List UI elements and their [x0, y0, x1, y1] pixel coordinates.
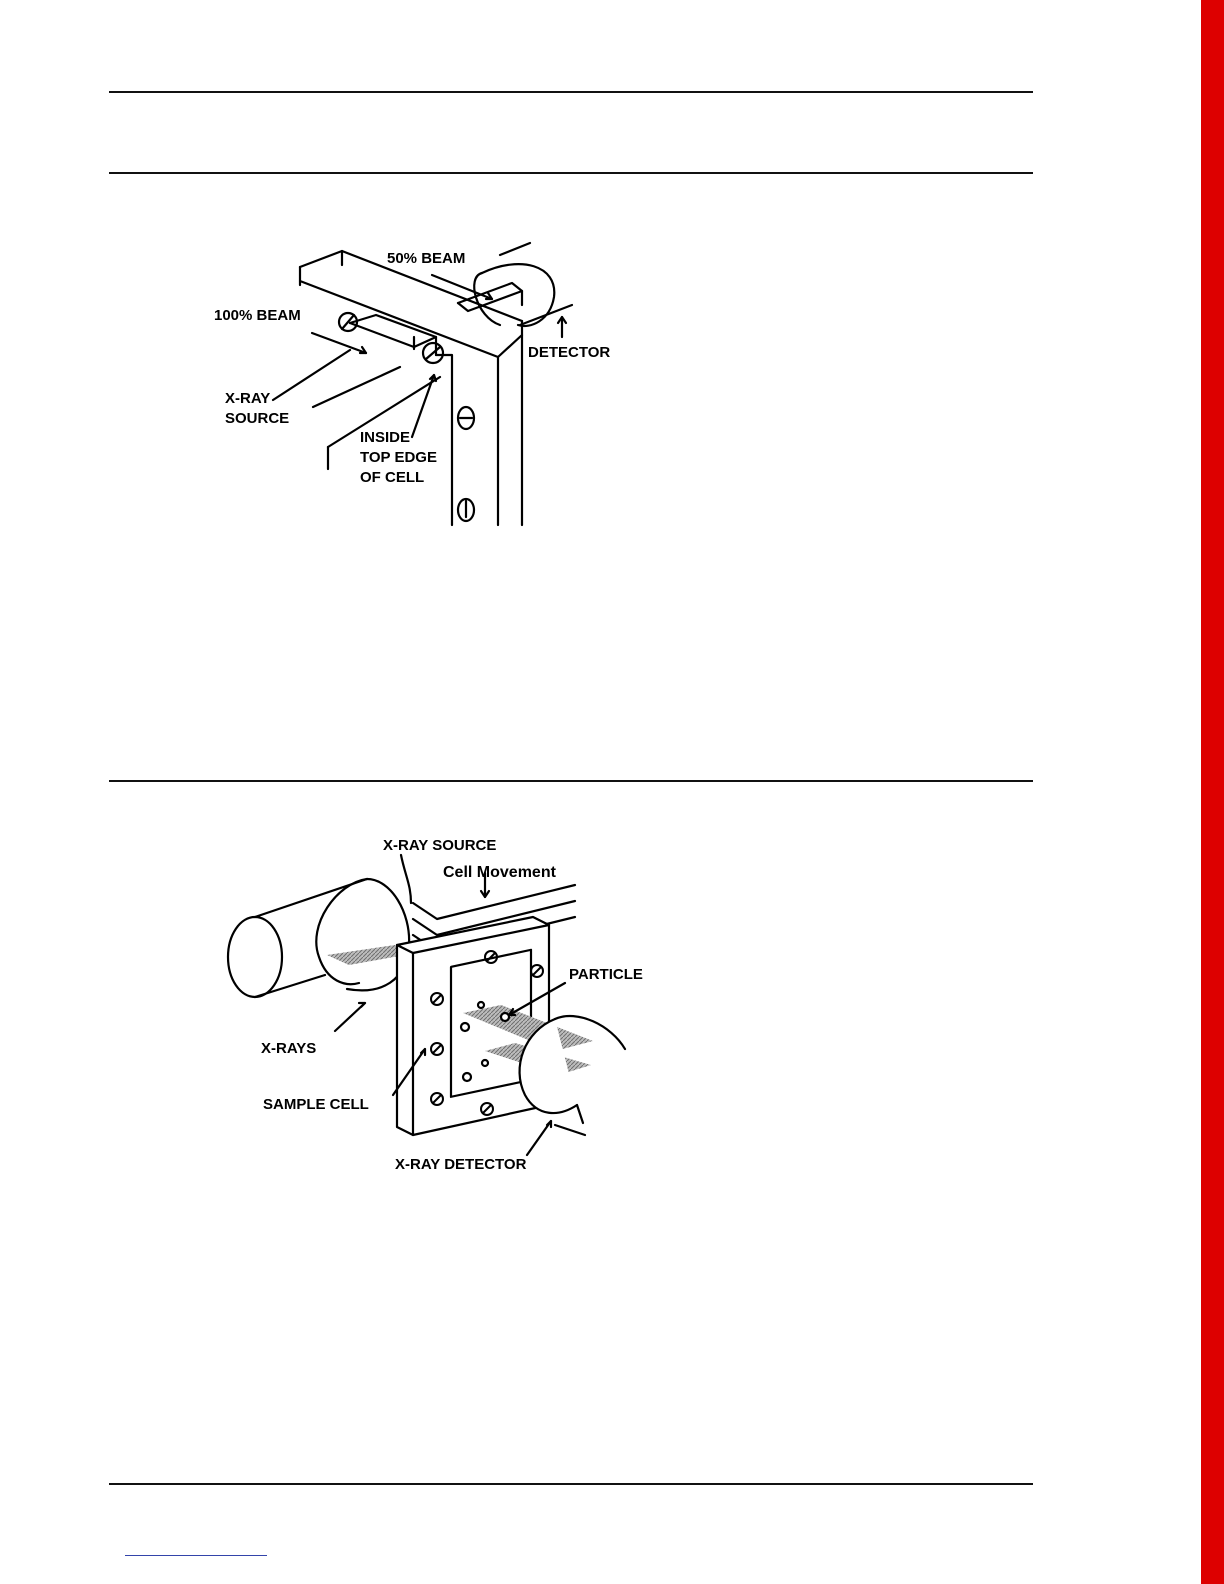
label-xray-source-2: SOURCE — [225, 410, 290, 427]
footer-link-underline[interactable] — [125, 1555, 267, 1556]
label-xray-source: X-RAY SOURCE — [383, 837, 497, 854]
label-inside-3: OF CELL — [360, 469, 425, 486]
label-inside-2: TOP EDGE — [360, 449, 437, 466]
label-xrays: X-RAYS — [261, 1040, 317, 1057]
label-detector: DETECTOR — [528, 344, 611, 361]
page-edge-marker — [1201, 0, 1224, 1584]
beam-alignment-diagram — [200, 225, 630, 525]
label-inside-1: INSIDE — [360, 429, 411, 446]
label-xray-detector: X-RAY DETECTOR — [395, 1156, 527, 1173]
label-50-beam: 50% BEAM — [387, 250, 466, 267]
header-rule-bottom — [109, 172, 1033, 174]
label-100-beam: 100% BEAM — [214, 307, 301, 324]
figure-beam-alignment — [200, 225, 630, 525]
label-cell-movement: Cell Movement — [443, 864, 556, 881]
label-sample-cell: SAMPLE CELL — [263, 1096, 369, 1113]
sample-cell-diagram — [215, 805, 665, 1190]
header-rule-top — [109, 91, 1033, 93]
label-xray-source-1: X-RAY — [225, 390, 271, 407]
footer-rule — [109, 1483, 1033, 1485]
figure-sample-cell — [215, 805, 665, 1190]
section-rule — [109, 780, 1033, 782]
label-particle: PARTICLE — [569, 966, 643, 983]
